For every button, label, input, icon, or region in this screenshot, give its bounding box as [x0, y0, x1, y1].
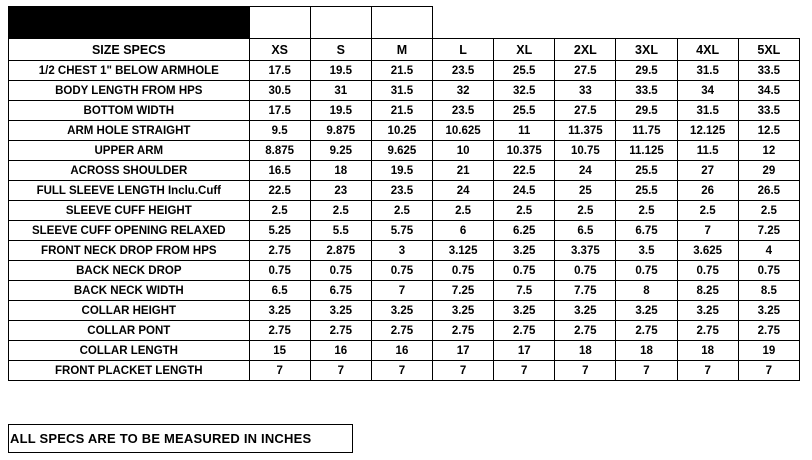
row-label: BODY LENGTH FROM HPS	[9, 81, 250, 101]
cell-value: 29	[738, 161, 799, 181]
cell-value: 7	[249, 361, 310, 381]
cell-value: 10.625	[433, 121, 494, 141]
cell-value: 2.5	[616, 201, 677, 221]
cell-value: 19.5	[371, 161, 432, 181]
cell-value: 2.5	[677, 201, 738, 221]
table-row	[9, 121, 800, 141]
cell-value: 32	[433, 81, 494, 101]
cell-value: 7.25	[433, 281, 494, 301]
title-blank-8	[677, 7, 738, 39]
title-row	[9, 7, 800, 39]
cell-value: 3.25	[616, 301, 677, 321]
cell-value: 23.5	[433, 61, 494, 81]
cell-value: 0.75	[677, 261, 738, 281]
cell-value: 17.5	[249, 101, 310, 121]
row-label: SLEEVE CUFF HEIGHT	[9, 201, 250, 221]
cell-value: 7	[433, 361, 494, 381]
size-header-l: L	[433, 39, 494, 61]
footer-top-rule	[8, 424, 353, 425]
cell-value: 3.25	[249, 301, 310, 321]
cell-value: 2.5	[494, 201, 555, 221]
cell-value: 18	[677, 341, 738, 361]
cell-value: 7	[310, 361, 371, 381]
cell-value: 25.5	[494, 61, 555, 81]
cell-value: 10.25	[371, 121, 432, 141]
cell-value: 2.5	[555, 201, 616, 221]
cell-value: 22.5	[249, 181, 310, 201]
footer-left-rule	[8, 424, 9, 453]
cell-value: 3.25	[310, 301, 371, 321]
size-header-m: M	[371, 39, 432, 61]
cell-value: 2.75	[249, 241, 310, 261]
size-specs-header: SIZE SPECS	[9, 39, 250, 61]
footer-right-rule	[352, 424, 353, 453]
cell-value: 7	[371, 281, 432, 301]
cell-value: 2.75	[371, 321, 432, 341]
cell-value: 31.5	[677, 101, 738, 121]
cell-value: 9.625	[371, 141, 432, 161]
title-blank-5	[494, 7, 555, 39]
cell-value: 26	[677, 181, 738, 201]
cell-value: 7	[677, 221, 738, 241]
cell-value: 33.5	[616, 81, 677, 101]
cell-value: 18	[616, 341, 677, 361]
measurement-note: ALL SPECS ARE TO BE MEASURED IN INCHES	[10, 431, 312, 446]
cell-value: 3.25	[677, 301, 738, 321]
title-blank-9	[738, 7, 799, 39]
cell-value: 3.375	[555, 241, 616, 261]
cell-value: 19.5	[310, 101, 371, 121]
cell-value: 33.5	[738, 61, 799, 81]
cell-value: 3	[371, 241, 432, 261]
cell-value: 11.375	[555, 121, 616, 141]
table-row	[9, 341, 800, 361]
cell-value: 0.75	[738, 261, 799, 281]
cell-value: 6.75	[310, 281, 371, 301]
size-header-5xl: 5XL	[738, 39, 799, 61]
cell-value: 0.75	[433, 261, 494, 281]
table-row	[9, 141, 800, 161]
table-row	[9, 321, 800, 341]
cell-value: 2.75	[494, 321, 555, 341]
spec-sheet	[0, 6, 812, 460]
cell-value: 0.75	[371, 261, 432, 281]
size-header-xs: XS	[249, 39, 310, 61]
row-label: ARM HOLE STRAIGHT	[9, 121, 250, 141]
cell-value: 2.5	[310, 201, 371, 221]
cell-value: 30.5	[249, 81, 310, 101]
cell-value: 19	[738, 341, 799, 361]
cell-value: 7.25	[738, 221, 799, 241]
cell-value: 11.75	[616, 121, 677, 141]
cell-value: 7	[371, 361, 432, 381]
cell-value: 33.5	[738, 101, 799, 121]
table-row	[9, 281, 800, 301]
title-blank-1	[249, 7, 310, 39]
cell-value: 32.5	[494, 81, 555, 101]
cell-value: 2.5	[371, 201, 432, 221]
cell-value: 3.625	[677, 241, 738, 261]
cell-value: 5.75	[371, 221, 432, 241]
cell-value: 6	[433, 221, 494, 241]
table-row	[9, 181, 800, 201]
cell-value: 23.5	[371, 181, 432, 201]
size-header-xl: XL	[494, 39, 555, 61]
cell-value: 9.875	[310, 121, 371, 141]
cell-value: 8.25	[677, 281, 738, 301]
cell-value: 17	[494, 341, 555, 361]
row-label: BACK NECK WIDTH	[9, 281, 250, 301]
footer-bottom-rule	[8, 452, 353, 453]
cell-value: 3.25	[738, 301, 799, 321]
table-row	[9, 101, 800, 121]
cell-value: 9.25	[310, 141, 371, 161]
cell-value: 26.5	[738, 181, 799, 201]
cell-value: 0.75	[249, 261, 310, 281]
row-label: COLLAR PONT	[9, 321, 250, 341]
title-blank-4	[433, 7, 494, 39]
size-header-s: S	[310, 39, 371, 61]
table-row	[9, 201, 800, 221]
cell-value: 3.125	[433, 241, 494, 261]
cell-value: 4	[738, 241, 799, 261]
cell-value: 33	[555, 81, 616, 101]
cell-value: 7	[616, 361, 677, 381]
cell-value: 25.5	[616, 181, 677, 201]
table-row	[9, 241, 800, 261]
cell-value: 24	[433, 181, 494, 201]
row-label: FRONT NECK DROP FROM HPS	[9, 241, 250, 261]
cell-value: 10.375	[494, 141, 555, 161]
cell-value: 2.5	[738, 201, 799, 221]
table-row	[9, 361, 800, 381]
cell-value: 0.75	[310, 261, 371, 281]
cell-value: 22.5	[494, 161, 555, 181]
cell-value: 18	[555, 341, 616, 361]
cell-value: 34	[677, 81, 738, 101]
cell-value: 6.5	[249, 281, 310, 301]
cell-value: 8	[616, 281, 677, 301]
cell-value: 19.5	[310, 61, 371, 81]
table-row	[9, 261, 800, 281]
cell-value: 27	[677, 161, 738, 181]
cell-value: 7	[738, 361, 799, 381]
cell-value: 25	[555, 181, 616, 201]
cell-value: 2.875	[310, 241, 371, 261]
page-title: POLO L/S	[9, 7, 250, 39]
cell-value: 2.75	[677, 321, 738, 341]
cell-value: 0.75	[616, 261, 677, 281]
cell-value: 8.875	[249, 141, 310, 161]
title-blank-2	[310, 7, 371, 39]
table-header-row	[9, 39, 800, 61]
row-label: UPPER ARM	[9, 141, 250, 161]
row-label: COLLAR LENGTH	[9, 341, 250, 361]
cell-value: 23.5	[433, 101, 494, 121]
cell-value: 15	[249, 341, 310, 361]
row-label: 1/2 CHEST 1" BELOW ARMHOLE	[9, 61, 250, 81]
cell-value: 2.75	[433, 321, 494, 341]
table-row	[9, 221, 800, 241]
cell-value: 3.25	[433, 301, 494, 321]
size-header-2xl: 2XL	[555, 39, 616, 61]
cell-value: 24.5	[494, 181, 555, 201]
cell-value: 5.25	[249, 221, 310, 241]
cell-value: 3.5	[616, 241, 677, 261]
cell-value: 11	[494, 121, 555, 141]
cell-value: 2.75	[616, 321, 677, 341]
cell-value: 2.75	[249, 321, 310, 341]
cell-value: 16	[371, 341, 432, 361]
cell-value: 31.5	[677, 61, 738, 81]
cell-value: 3.25	[494, 241, 555, 261]
cell-value: 21	[433, 161, 494, 181]
row-label: FULL SLEEVE LENGTH Inclu.Cuff	[9, 181, 250, 201]
cell-value: 3.25	[371, 301, 432, 321]
title-blank-3	[371, 7, 432, 39]
cell-value: 0.75	[555, 261, 616, 281]
table-row	[9, 81, 800, 101]
cell-value: 25.5	[494, 101, 555, 121]
cell-value: 7	[555, 361, 616, 381]
cell-value: 29.5	[616, 61, 677, 81]
table-row	[9, 61, 800, 81]
cell-value: 17	[433, 341, 494, 361]
cell-value: 24	[555, 161, 616, 181]
spec-table	[8, 6, 800, 381]
cell-value: 18	[310, 161, 371, 181]
cell-value: 27.5	[555, 101, 616, 121]
cell-value: 16.5	[249, 161, 310, 181]
cell-value: 31.5	[371, 81, 432, 101]
row-label: COLLAR HEIGHT	[9, 301, 250, 321]
cell-value: 12.125	[677, 121, 738, 141]
cell-value: 2.75	[310, 321, 371, 341]
row-label: BACK NECK DROP	[9, 261, 250, 281]
cell-value: 6.75	[616, 221, 677, 241]
cell-value: 21.5	[371, 101, 432, 121]
cell-value: 11.5	[677, 141, 738, 161]
cell-value: 2.5	[249, 201, 310, 221]
cell-value: 7	[677, 361, 738, 381]
cell-value: 7	[494, 361, 555, 381]
cell-value: 6.5	[555, 221, 616, 241]
cell-value: 5.5	[310, 221, 371, 241]
cell-value: 6.25	[494, 221, 555, 241]
cell-value: 16	[310, 341, 371, 361]
row-label: SLEEVE CUFF OPENING RELAXED	[9, 221, 250, 241]
cell-value: 0.75	[494, 261, 555, 281]
row-label: FRONT PLACKET LENGTH	[9, 361, 250, 381]
size-header-4xl: 4XL	[677, 39, 738, 61]
cell-value: 21.5	[371, 61, 432, 81]
cell-value: 27.5	[555, 61, 616, 81]
spec-table-body	[9, 7, 800, 381]
title-blank-7	[616, 7, 677, 39]
cell-value: 7.5	[494, 281, 555, 301]
size-header-3xl: 3XL	[616, 39, 677, 61]
cell-value: 11.125	[616, 141, 677, 161]
table-row	[9, 161, 800, 181]
cell-value: 10.75	[555, 141, 616, 161]
row-label: ACROSS SHOULDER	[9, 161, 250, 181]
cell-value: 25.5	[616, 161, 677, 181]
cell-value: 8.5	[738, 281, 799, 301]
cell-value: 3.25	[494, 301, 555, 321]
cell-value: 31	[310, 81, 371, 101]
cell-value: 34.5	[738, 81, 799, 101]
cell-value: 12.5	[738, 121, 799, 141]
cell-value: 10	[433, 141, 494, 161]
cell-value: 12	[738, 141, 799, 161]
cell-value: 7.75	[555, 281, 616, 301]
table-row	[9, 301, 800, 321]
cell-value: 17.5	[249, 61, 310, 81]
cell-value: 2.75	[555, 321, 616, 341]
row-label: BOTTOM WIDTH	[9, 101, 250, 121]
cell-value: 29.5	[616, 101, 677, 121]
cell-value: 2.5	[433, 201, 494, 221]
cell-value: 9.5	[249, 121, 310, 141]
cell-value: 2.75	[738, 321, 799, 341]
cell-value: 3.25	[555, 301, 616, 321]
title-blank-6	[555, 7, 616, 39]
cell-value: 23	[310, 181, 371, 201]
